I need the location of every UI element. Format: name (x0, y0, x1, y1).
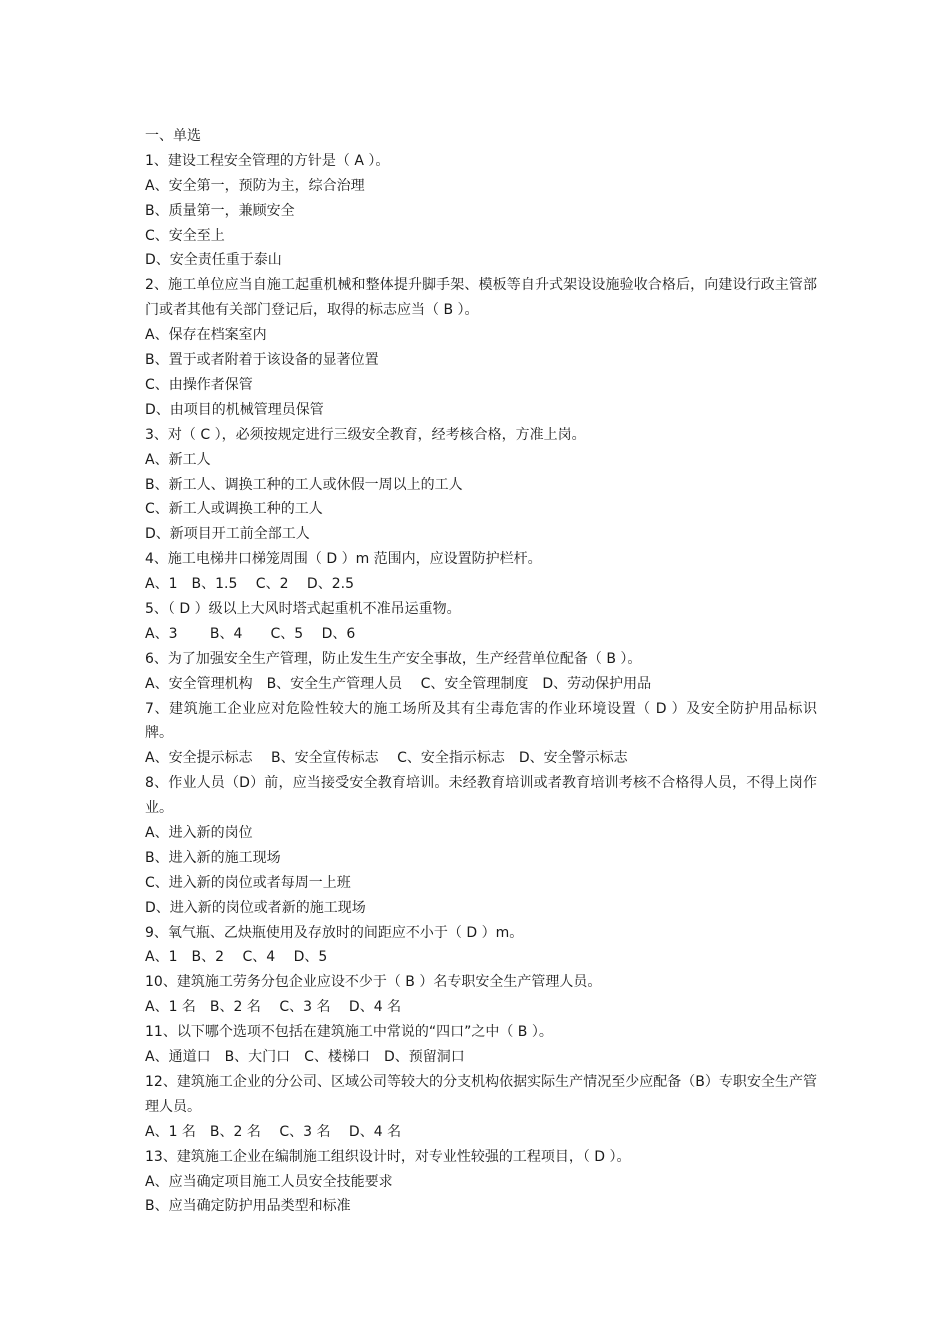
question-3: 3、对（ C ），必须按规定进行三级安全教育，经考核合格，方准上岗。 (145, 426, 586, 443)
question-11: 11、以下哪个选项不包括在建筑施工中常说的“四口”之中（ B ）。 (145, 1024, 553, 1041)
option-line: C、新工人或调换工种的工人 (145, 501, 323, 518)
option-line: A、进入新的岗位 (145, 825, 253, 842)
question-6: 6、为了加强安全生产管理，防止发生生产安全事故，生产经营单位配备（ B ）。 (145, 650, 642, 667)
option-line: A、1 名 B、2 名 C、3 名 D、4 名 (145, 999, 402, 1016)
option-line: A、1 名 B、2 名 C、3 名 D、4 名 (145, 1123, 402, 1140)
option-line: B、新工人、调换工种的工人或休假一周以上的工人 (145, 476, 463, 493)
question-2: 2、施工单位应当自施工起重机械和整体提升脚手架、模板等自升式架设设施验收合格后，向建设行政主管部门或者其他有关部门登记后，取得的标志应当（ B ）。 (145, 277, 817, 319)
option-line: A、3 B、4 C、5 D、6 (145, 625, 356, 642)
question-4: 4、施工电梯井口梯笼周围（ D ）m 范围内，应设置防护栏杆。 (145, 551, 542, 568)
section-heading: 一、单选 (145, 128, 201, 144)
option-line: A、1 B、2 C、4 D、5 (145, 949, 328, 966)
option-line: D、新项目开工前全部工人 (145, 526, 310, 543)
option-line: C、由操作者保管 (145, 376, 253, 393)
option-line: A、保存在档案室内 (145, 327, 267, 344)
option-line: B、应当确定防护用品类型和标准 (145, 1198, 351, 1215)
option-line: D、由项目的机械管理员保管 (145, 401, 324, 418)
question-7: 7、建筑施工企业应对危险性较大的施工场所及其有尘毒危害的作业环境设置（ D ）及安全防护用品标识牌。 (145, 700, 817, 742)
document-page (145, 124, 817, 1219)
option-line: A、安全第一，预防为主，综合治理 (145, 177, 365, 194)
question-10: 10、建筑施工劳务分包企业应设不少于（ B ）名专职安全生产管理人员。 (145, 974, 602, 991)
option-line: D、进入新的岗位或者新的施工现场 (145, 899, 366, 916)
question-1: 1、建设工程安全管理的方针是（ A ）。 (145, 152, 390, 169)
option-line: A、新工人 (145, 451, 211, 468)
option-line: C、进入新的岗位或者每周一上班 (145, 874, 351, 891)
question-13: 13、建筑施工企业在编制施工组织设计时，对专业性较强的工程项目，（ D ）。 (145, 1148, 631, 1165)
question-9: 9、氧气瓶、乙炔瓶使用及存放时的间距应不小于（ D ）m。 (145, 924, 524, 941)
question-5: 5、（ D ）级以上大风时塔式起重机不准吊运重物。 (145, 600, 461, 617)
option-line: B、置于或者附着于该设备的显著位置 (145, 352, 379, 369)
question-12: 12、建筑施工企业的分公司、区域公司等较大的分支机构依据实际生产情况至少应配备（B）专职安全生产管理人员。 (145, 1073, 817, 1115)
option-line: A、1 B、1.5 C、2 D、2.5 (145, 576, 354, 593)
option-line: D、安全责任重于泰山 (145, 252, 282, 269)
option-line: A、应当确定项目施工人员安全技能要求 (145, 1173, 393, 1190)
option-line: A、通道口 B、大门口 C、楼梯口 D、预留洞口 (145, 1049, 465, 1066)
option-line: B、进入新的施工现场 (145, 849, 281, 866)
option-line: B、质量第一，兼顾安全 (145, 202, 295, 219)
option-line: C、安全至上 (145, 227, 225, 244)
option-line: A、安全管理机构 B、安全生产管理人员 C、安全管理制度 D、劳动保护用品 (145, 675, 652, 692)
question-8: 8、作业人员（D）前，应当接受安全教育培训。未经教育培训或者教育培训考核不合格得人员，不得上岗作业。 (145, 775, 817, 817)
option-line: A、安全提示标志 B、安全宣传标志 C、安全指示标志 D、安全警示标志 (145, 750, 628, 767)
